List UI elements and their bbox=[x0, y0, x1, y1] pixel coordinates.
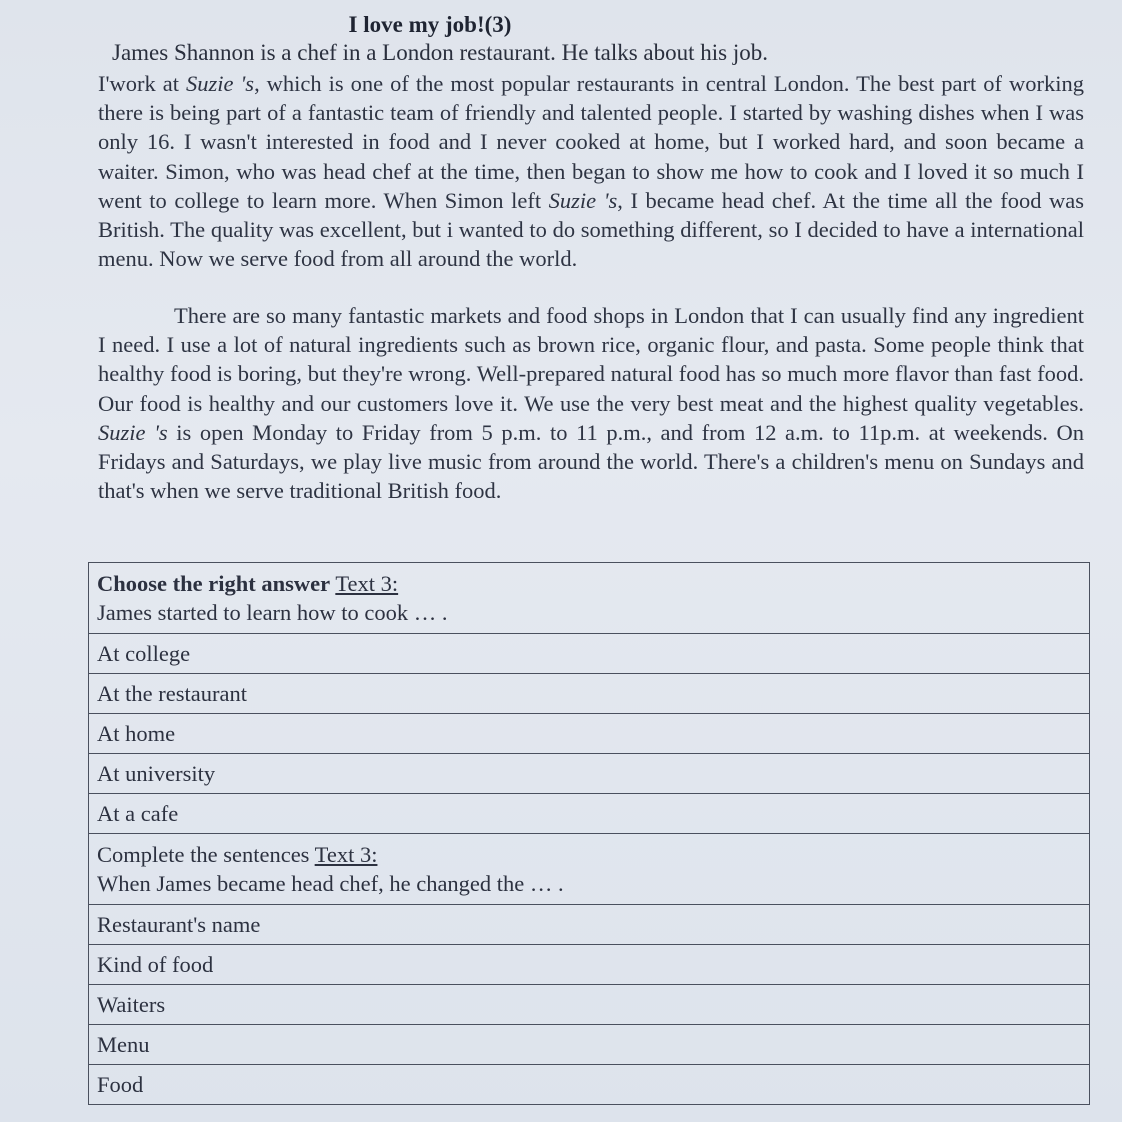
quiz-1-header bbox=[89, 563, 1089, 634]
restaurant-name: Suzie 's bbox=[98, 419, 168, 445]
paragraph-2-tail: is open Monday to Friday from 5 p.m. to 11 p.m., and from 12 a.m. to 11p.m. at weekends. On Fridays and Saturdays, we play live music from around the world. There's a children's menu on Sundays and that's when we serve traditional British food. bbox=[98, 419, 1084, 504]
paragraph-1 bbox=[98, 69, 1084, 273]
quiz-2-instruction: Complete the sentences bbox=[97, 842, 310, 867]
quiz-1-instruction: Choose the right answer bbox=[97, 571, 331, 596]
quiz-1-option[interactable]: At university bbox=[89, 754, 1089, 794]
paragraph-1-text-cont: , which is one of the most popular restaurants in central London. The best part of working there is being part of a fantastic team of friendly and talented people. I started by washing dishes when I was only 16. I wasn't interested in food and I never cooked at home, but I worked hard, and soon became a waiter. Simon, who was head chef at the time, then began to show me how to cook and I loved it so much I went to college to learn more. When Simon left bbox=[98, 71, 1084, 213]
quiz-1-option[interactable]: At the restaurant bbox=[89, 674, 1089, 714]
restaurant-name: Suzie 's bbox=[186, 71, 255, 96]
quiz-1-source: Text 3: bbox=[335, 571, 399, 596]
quiz-2-option[interactable]: Kind of food bbox=[89, 945, 1089, 985]
paragraph-2 bbox=[98, 301, 1084, 505]
quiz-2-option[interactable]: Food bbox=[89, 1065, 1089, 1105]
quiz-1-option[interactable]: At a cafe bbox=[89, 794, 1089, 834]
paragraph-1-text: I'work at bbox=[98, 71, 186, 96]
quiz-2-header bbox=[89, 834, 1089, 905]
quiz-2-option[interactable]: Waiters bbox=[89, 985, 1089, 1025]
paragraph-2-text: There are so many fantastic markets and food shops in London that I can usually find any ingredient I need. I use a lot of natural ingredients such as brown rice, organic flour, and pasta. Some people think that healthy food is boring, but they're wrong. Well-prepared natural food has so much more flavor than fast food. Our food is healthy and our customers love it. We use the very best meat and the highest quality vegetables. bbox=[98, 303, 1084, 416]
quiz-1-question: James started to learn how to cook … . bbox=[97, 600, 448, 625]
intro-line: James Shannon is a chef in a London restaurant. He talks about his job. bbox=[112, 40, 768, 65]
quiz-2-question: When James became head chef, he changed the … . bbox=[97, 871, 564, 896]
quiz-2-source: Text 3: bbox=[314, 842, 378, 867]
page-title: I love my job!(3) bbox=[348, 12, 512, 37]
quiz-2-option[interactable]: Restaurant's name bbox=[89, 905, 1089, 945]
quiz-table bbox=[88, 562, 1090, 1105]
quiz-1-option[interactable]: At college bbox=[89, 634, 1089, 674]
quiz-2-option[interactable]: Menu bbox=[89, 1025, 1089, 1065]
restaurant-name: Suzie 's bbox=[548, 187, 618, 213]
quiz-1-option[interactable]: At home bbox=[89, 714, 1089, 754]
paragraph-1-tail: , I became head chef. At the time all the food was British. The quality was excellent, but i wanted to do something different, so I decided to have a international menu. Now we serve food from all around the world. bbox=[98, 187, 1085, 272]
